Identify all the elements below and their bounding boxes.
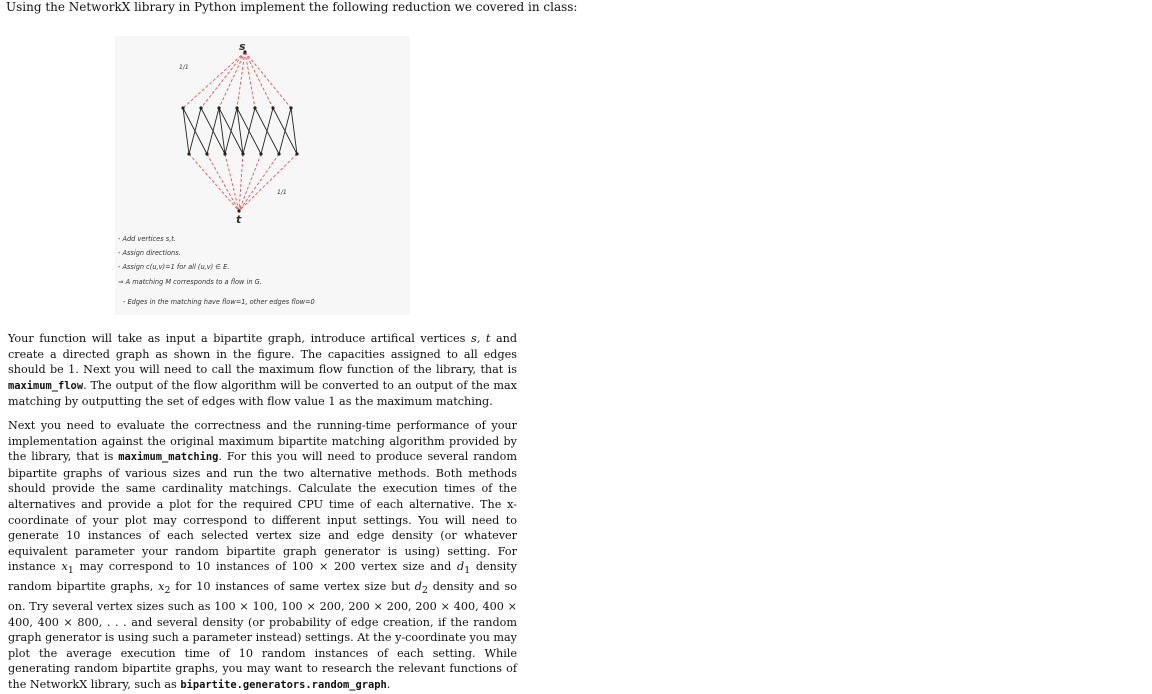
right-vertex [259,152,262,155]
math-x2-sub: 2 [164,585,171,597]
para1-text-b: and create a directed graph as shown in the figure. The capacities assigned to all edges should be 1. Next you will need to call the maximum flow function of the library, that is [8,332,517,377]
math-d2-sub: 2 [421,585,428,597]
left-vertex [235,106,238,109]
sink-edge [225,154,239,211]
sink-edge [239,154,297,211]
bipartite-edge [279,108,291,154]
capacity-label-top: 1/1 [179,64,189,71]
para2-text-f: density and so on. Try several vertex sizes such as 100 × 100, 100 × 200, 200 × 200, 200 × 400, 400 × 400, 400 × 800, . . . and several density (or probability of edge creation, if the random graph generator is using such a parameter instead) settings. At the y-coordinate you may plot the average execution time of 10 random instances of each setting. While generating random bipartite graphs, you may want to research the relevant functions of the NetworkX library, such as [8,580,518,691]
bipartite-edge [261,108,273,154]
sink-edge [189,154,239,211]
left-vertex [199,106,202,109]
capacity-label-bottom: 1/1 [277,189,287,196]
note-add-vertices: - Add vertices s,t. [118,235,176,243]
code-maximum-flow: maximum_flow [8,379,84,392]
source-edge [245,52,255,108]
para2-text-d: density random bipartite graphs, [8,560,517,594]
sink-edge [239,154,261,211]
paragraph-reduction [8,331,517,410]
math-x1-sub: 1 [67,565,74,577]
para1-text-c: . The output of the flow algorithm will be converted to an output of the max matching by outputting the set of edges with flow value 1 as the maximum matching. [8,378,517,409]
flow-network-figure [115,36,410,315]
bipartite-edge [225,108,237,154]
para2-text-a: Next you need to evaluate the correctness and the running-time performance of your implementation against the original maximum bipartite matching algorithm provided by the library, that is [8,419,517,464]
para2-text-g: . [386,677,391,691]
code-maximum-matching: maximum_matching [118,451,219,464]
math-d1-sub: 1 [464,565,471,577]
flow-network-diagram [115,36,410,315]
right-vertex [241,152,244,155]
bipartite-edge [291,108,297,154]
note-matching-flow: ⇒ A matching M corresponds to a flow in G. [118,278,262,286]
sink-edge [239,154,279,211]
paragraph-evaluation [8,418,517,694]
source-vertex-label: s [239,40,246,53]
para1-text-a: Your function will take as input a bipartite graph, introduce artifical vertices [8,332,471,345]
left-vertex [253,106,256,109]
right-vertex [295,152,298,155]
note-edge-flow: - Edges in the matching have flow=1, other edges flow=0 [123,298,315,306]
source-edge [245,52,291,108]
sink-edge [207,154,239,211]
bipartite-edge [207,108,219,154]
math-d2: d [414,580,422,594]
math-x2: x [158,580,165,594]
left-vertex [217,106,220,109]
note-assign-directions: - Assign directions. [118,249,181,257]
bipartite-edge [243,108,255,154]
para2-text-b: . For this you will need to produce several random bipartite graphs of various sizes and run the two alternative methods. Both methods should provide the same cardinality matchings. Calculate the execution times of the alternatives and provide a plot for the required CPU time of each alternative. The x-coordinate of your plot may correspond to different input settings. You will need to generate 10 instances of each selected vertex size and edge density (or whatever equivalent parameter your random bipartite graph generator is using) setting. For instance [8,450,517,574]
right-vertex [187,152,190,155]
left-vertex [181,106,184,109]
code-random-graph: bipartite.generators.random_graph [180,678,387,691]
bipartite-edge [237,108,243,154]
source-edge [245,52,273,108]
right-vertex [223,152,226,155]
math-x1: x [61,560,68,574]
right-vertex [277,152,280,155]
left-vertex [289,106,292,109]
source-edge [183,52,245,108]
left-vertex [271,106,274,109]
right-vertex [205,152,208,155]
math-st: s, t [471,332,491,345]
intro-text: Using the NetworkX library in Python implement the following reduction we covered in class: [6,0,578,14]
bipartite-edge [189,108,201,154]
math-d1: d [457,560,465,574]
bipartite-edge [219,108,225,154]
bipartite-edge [183,108,189,154]
sink-vertex-label: t [236,213,242,226]
para2-text-c: may correspond to 10 instances of 100 × 200 vertex size and [73,560,458,574]
note-assign-capacity: - Assign c(u,v)=1 for all (u,v) ∈ E. [118,263,230,271]
para2-text-e: for 10 instances of same vertex size but [170,580,415,594]
